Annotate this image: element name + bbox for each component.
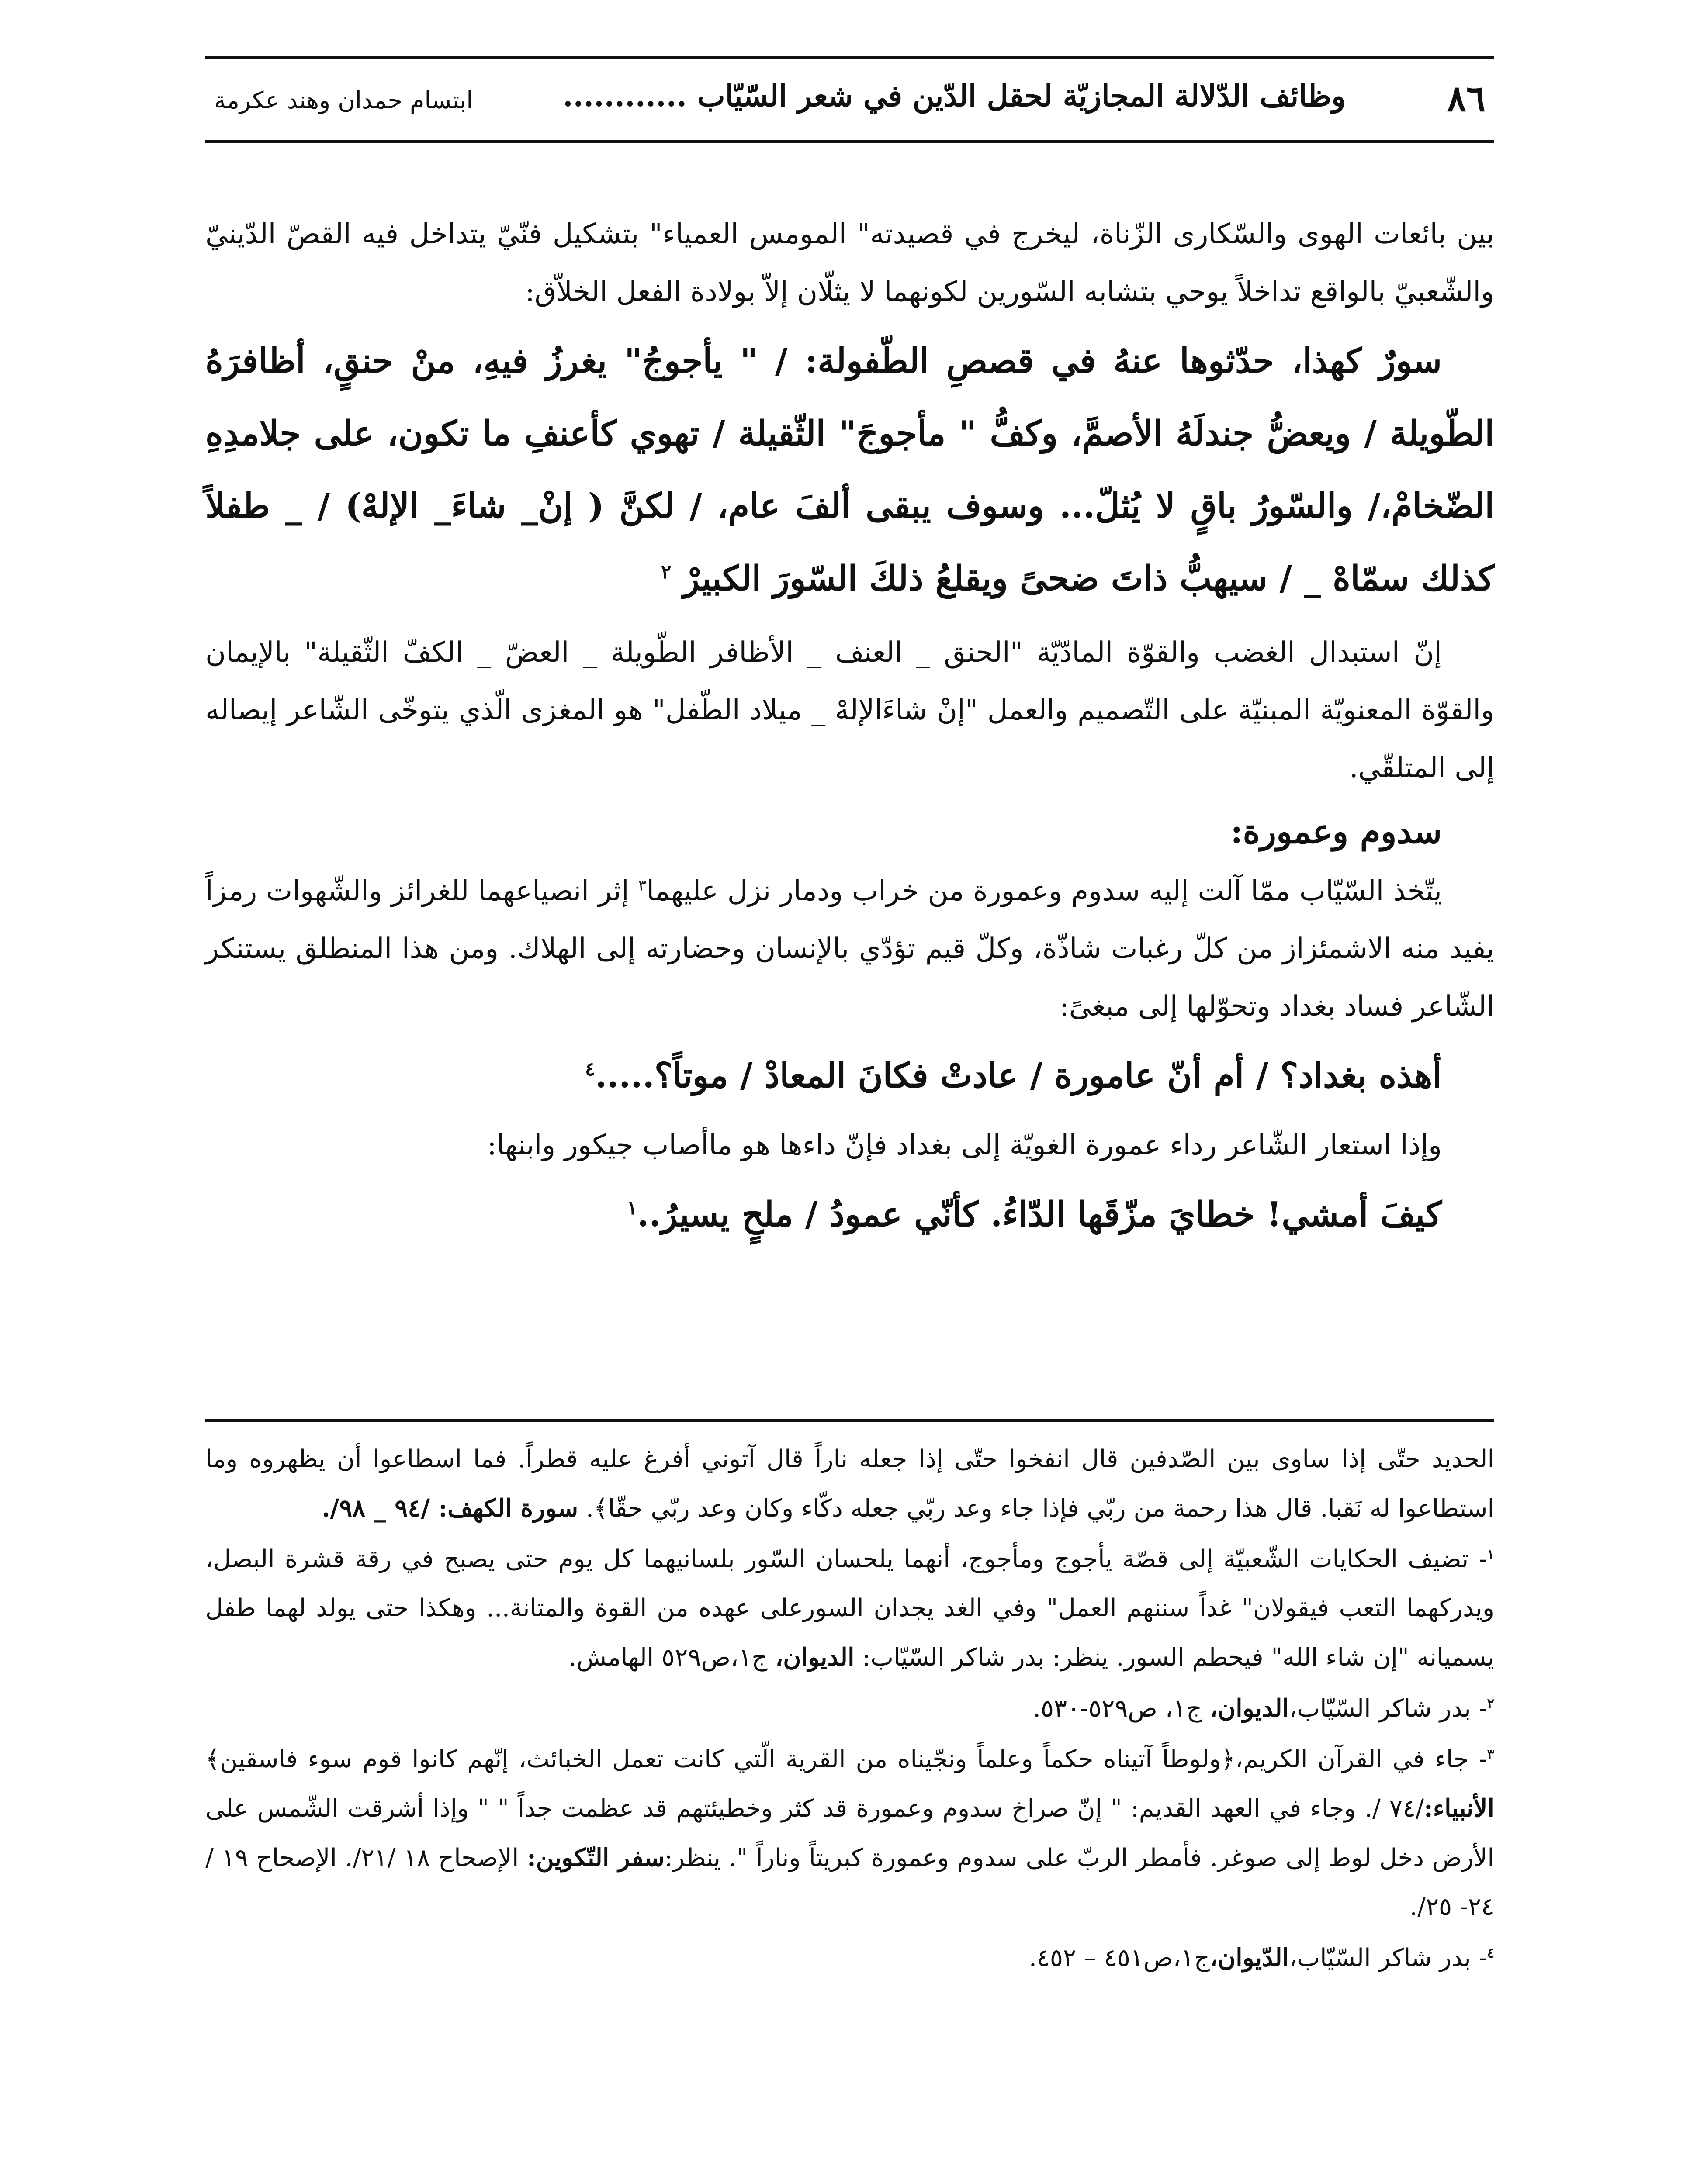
- footnote-2-mark: ٢: [1487, 1696, 1494, 1712]
- footnote-continuation: [205, 1435, 1494, 1533]
- paragraph-sodom-text-a: يتّخذ السّيّاب ممّا آلت إليه سدوم وعمورة من خراب ودمار نزل عليهما: [646, 875, 1442, 907]
- footnote-2-author: بدر شاكر السّيّاب،: [1289, 1694, 1471, 1723]
- footnotes: [205, 1435, 1494, 1984]
- running-authors: ابتسام حمدان وهند عكرمة: [214, 86, 473, 114]
- section-heading: سدوم وعمورة:: [1230, 812, 1442, 851]
- footnote-1: $^١$- تضيف الحكايات الشّعبيّة إلى قصّة يأجوج ومأجوج، أنهما يلحسان السّور بلسانيهما كل يوم حتى يصبح في رقة قشرة البصل، ويدركهما التعب فيقولان" غداً سننهم العمل" وفي الغد يجدان السورعلى عهده من القوة والمتانة... وهكذا حتى يولد لهما طفل يسميانه "إن شاء الله" فيحطم السور. ينظر: بدر شاكر السّيّاب: الديوان، ج١،ص٥٢٩ الهامش.: [205, 1545, 1494, 1672]
- paragraph-intro-text: بين بائعات الهوى والسّكارى الزّناة، ليخرج في قصيدته" المومس العمياء" بتشكيل فنّيّ يتداخل فيه القصّ الدّينيّ والشّعبيّ بالواقع تداخلاً يوحي بتشابه السّورين لكونهما لا يثلّان إلاّ بولادة الفعل الخلاّق:: [205, 218, 1494, 308]
- footnote-1-mark: ١: [1487, 1546, 1494, 1562]
- poem-excerpt-walking-text: كيفَ أمشي! خطايَ مزّقَها الدّاءُ. كأنّي عمودُ / ملحٍ يسيرُ..: [637, 1195, 1442, 1234]
- footnote-continuation-source: سورة الكهف: /٩٤ _ ٩٨/.: [322, 1494, 578, 1523]
- running-header: [205, 56, 1494, 143]
- paragraph-jaykur-text: وإذا استعار الشّاعر رداء عمورة الغويّة إلى بغداد فإنّ داءها هو ماأصاب جيكور وابنها:: [487, 1129, 1442, 1161]
- footnote-3-text-c: الإصحاح ١٨ /٢١/. الإصحاح ١٩ /٢٤- ٢٥/.: [205, 1844, 1494, 1921]
- paragraph-jaykur: [205, 1116, 1494, 1174]
- paragraph-intro: [205, 205, 1494, 321]
- footnote-ref-3: ٣: [638, 876, 647, 895]
- paragraph-analysis-text: إنّ استبدال الغضب والقوّة المادّيّة "الحنق _ العنف _ الأظافر الطّويلة _ العضّ _ الكفّ الثّقيلة" بالإيمان والقوّة المعنويّة المبنيّة على التّصميم والعمل "إنْ شاءَالإلهْ _ ميلاد الطّفل" هو المغزى الّذي يتوخّى الشّاعر إيصاله إلى المتلقّي.: [205, 636, 1494, 784]
- paragraph-sodom: [205, 862, 1494, 1035]
- footnote-ref-1: ١: [627, 1197, 637, 1219]
- footnote-4: $^٤$- بدر شاكر السّيّاب،الدّيوان،ج١،ص٤٥١ – ٤٥٢.: [1029, 1943, 1494, 1972]
- page-number: ٨٦: [1447, 78, 1486, 120]
- footnote-4-source: الدّيوان،: [1209, 1943, 1289, 1972]
- poem-excerpt-walking: [205, 1178, 1494, 1251]
- footnote-ref-2: ٢: [661, 561, 672, 583]
- footnote-4-pages: ج١،ص٤٥١ – ٤٥٢.: [1029, 1944, 1210, 1972]
- footnote-3-text-b: /٧٤ /. وجاء في العهد القديم: " إنّ صراخ سدوم وعمورة قد كثر وخطيئتهم قد عظمت جداً " " وإذا أشرقت الشّمس على الأرض دخل لوط إلى صوغر. فأمطر الربّ على سدوم وعمورة كبريتاً وناراً ". ينظر:: [205, 1794, 1494, 1872]
- poem-excerpt-baghdad: [205, 1040, 1494, 1112]
- main-text: [205, 205, 1494, 1255]
- running-title: وظائف الدّلالة المجازيّة لحقل الدّين في شعر السّيّاب ............: [562, 79, 1346, 114]
- footnote-divider: [205, 1419, 1494, 1422]
- footnote-3-source-2: سفر التّكوين:: [527, 1843, 665, 1872]
- footnote-continuation-text: الحديد حتّى إذا ساوى بين الصّدفين قال انفخوا حتّى إذا جعله ناراً قال آتوني أفرغ عليه قطراً. فما اسطاعوا أن يظهروه وما استطاعوا له نَقبا. قال هذا رحمة من ربّي فإذا جاء وعد ربّي جعله دكّاء وكان وعد ربّي حقّا﴾.: [205, 1445, 1494, 1523]
- footnote-2-pages: ج١، ص٥٢٩-٥٣٠.: [1033, 1694, 1202, 1723]
- footnote-ref-4: ٤: [585, 1058, 596, 1080]
- footnote-1-text: تضيف الحكايات الشّعبيّة إلى قصّة يأجوج ومأجوج، أنهما يلحسان السّور بلسانيهما كل يوم حتى يصبح في رقة قشرة البصل، ويدركهما التعب فيقولان" غداً سننهم العمل" وفي الغد يجدان السورعلى عهده من القوة والمتانة... وهكذا حتى يولد لهما طفل يسميانه "إن شاء الله" فيحطم السور. ينظر: بدر شاكر السّيّاب:: [205, 1545, 1494, 1672]
- poem-excerpt-wall: [205, 325, 1494, 615]
- poem-excerpt-baghdad-text: أهذه بغداد؟ / أم أنّ عامورة / عادتْ فكانَ المعادْ / موتاً؟.....: [595, 1056, 1442, 1095]
- paragraph-analysis: [205, 624, 1494, 797]
- footnote-4-author: بدر شاكر السّيّاب،: [1289, 1944, 1471, 1972]
- footnote-3-mark: ٣: [1487, 1746, 1494, 1762]
- footnote-4-mark: ٤: [1487, 1945, 1494, 1961]
- footnote-1-source: الديوان،: [775, 1643, 855, 1672]
- footnote-1-tail: ج١،ص٥٢٩ الهامش.: [568, 1643, 768, 1672]
- footnote-3-source-1: الأنبياء:: [1424, 1794, 1494, 1823]
- poem-excerpt-wall-text: سورٌ كهذا، حدّثوها عنهُ في قصصِ الطّفولة: / " يأجوجُ" يغرزُ فيهِ، منْ حنقٍ، أظافرَهُ الطّويلة / ويعضُّ جندلَهُ الأصمَّ، وكفُّ " مأجوجَ" الثّقيلة / تهوي كأعنفِ ما تكون، على جلامدِهِ الضّخامْ،/ والسّورُ باقٍ لا يُثلّ... وسوف يبقى ألفَ عام، / لكنَّ ( إنْ_ شاءَ_ الإلهْ) / _ طفلاً كذلك سمّاهْ _ / سيهبُّ ذاتَ ضحىً ويقلعُ ذلكَ السّورَ الكبيرْ: [205, 341, 1494, 598]
- paragraph-sodom-text-b: إثر انصياعهما للغرائز والشّهوات رمزاً يفيد منه الاشمئزاز من كلّ رغبات شاذّة، وكلّ قيم تؤدّي بالإنسان وحضارته إلى الهلاك. ومن هذا المنطلق يستنكر الشّاعر فساد بغداد وتحوّلها إلى مبغىً:: [205, 875, 1494, 1023]
- footnote-2: $^٢$- بدر شاكر السّيّاب،الديوان، ج١، ص٥٢٩-٥٣٠.: [1033, 1694, 1494, 1723]
- footnote-3: $^٣$- جاء في القرآن الكريم،﴿ولوطاً آتيناه حكماً وعلماً ونجّيناه من القرية الّتي كانت تعمل الخبائث، إنّهم كانوا قوم سوء فاسقين﴾الأنبياء:/٧٤ /. وجاء في العهد القديم: " إنّ صراخ سدوم وعمورة قد كثر وخطيئتهم قد عظمت جداً " " وإذا أشرقت الشّمس على الأرض دخل لوط إلى صوغر. فأمطر الربّ على سدوم وعمورة كبريتاً وناراً ". ينظر:سفر التّكوين: الإصحاح ١٨ /٢١/. الإصحاح ١٩ /٢٤- ٢٥/.: [205, 1745, 1494, 1921]
- footnote-3-text-a: جاء في القرآن الكريم،﴿ولوطاً آتيناه حكماً وعلماً ونجّيناه من القرية الّتي كانت تعمل الخبائث، إنّهم كانوا قوم سوء فاسقين﴾: [205, 1745, 1469, 1773]
- footnote-2-source: الديوان،: [1209, 1694, 1289, 1723]
